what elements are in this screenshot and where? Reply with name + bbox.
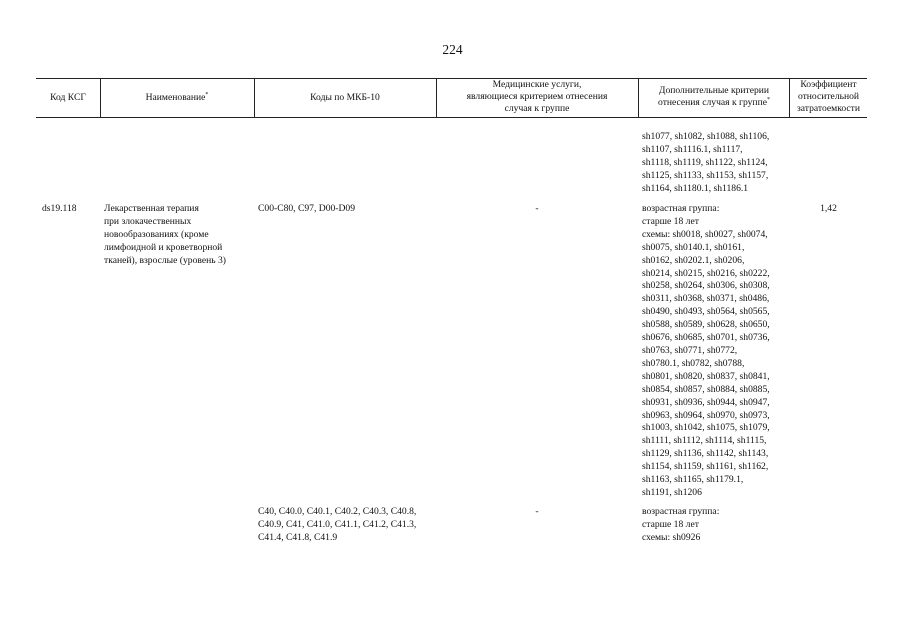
header-name-label: Наименование — [145, 92, 206, 103]
header-services — [466, 79, 608, 114]
row-0-extra-criteria: sh1077, sh1082, sh1088, sh1106, sh1107, sh1116.1, sh1117, sh1118, sh1119, sh1122, sh1124, sh1125, sh1133, sh1153, sh1157, sh1164, sh1180.1, sh1186.1 — [642, 131, 770, 194]
header-icd-codes — [254, 92, 436, 104]
header-extra-criteria-footnote-mark: * — [766, 96, 770, 103]
row-1-services: - — [535, 203, 539, 214]
row-1-coefficient: 1,42 — [820, 203, 837, 214]
row-2-icd-codes: C40, C40.0, C40.1, C40.2, C40.3, C40.8, C40.9, C41, C41.0, C41.1, C41.2, C41.3, C41.4, C41.8, C41.9 — [258, 506, 417, 543]
table-top-rule — [36, 78, 867, 79]
header-name-footnote-mark: * — [205, 91, 209, 98]
row-1-icd-codes: C00-C80, C97, D00-D09 — [258, 203, 356, 214]
header-name — [100, 92, 254, 104]
row-2-extra-criteria: возрастная группа: старше 18 лет схемы: sh0926 — [642, 506, 720, 543]
header-ksg-code — [36, 92, 100, 104]
header-extra-criteria-label: Дополнительные критерии отнесения случая к группе — [658, 85, 770, 108]
header-ksg-code-label: Код КСГ — [50, 92, 86, 103]
header-icd-codes-label: Коды по МКБ-10 — [310, 92, 380, 103]
page-number: 224 — [442, 42, 463, 57]
row-2-services: - — [535, 506, 539, 517]
row-1-name: Лекарственная терапия при злокачественных новообразованиях (кроме лимфоидной и кроветворной тканей), взрослые (уровень 3) — [104, 203, 227, 266]
header-services-label: Медицинские услуги, являющиеся критерием отнесения случая к группе — [466, 79, 608, 114]
table-header-bottom-rule — [36, 117, 867, 118]
header-coefficient — [790, 79, 867, 114]
header-coefficient-label: Коэффициент относительной затратоемкости — [796, 79, 861, 114]
header-divider — [638, 78, 639, 117]
header-extra-criteria — [644, 85, 784, 109]
header-divider — [436, 78, 437, 117]
row-1-extra-criteria: возрастная группа: старше 18 лет схемы: sh0018, sh0027, sh0074, sh0075, sh0140.1, sh0161, sh0162, sh0202.1, sh0206, sh0214, sh0215, sh0216, sh0222, sh0258, sh0264, sh0306, sh0308, sh0311, sh0368, sh0371, sh0486, sh0490, sh0493, sh0564, sh0565, sh0588, sh0589, sh0628, sh0650, sh0676, sh0685, sh0701, sh0736, sh0763, sh0771, sh0772, sh0780.1, sh0782, sh0788, sh0801, sh0820, sh0837, sh0841, sh0854, sh0857, sh0884, sh0885, sh0931, sh0936, sh0944, sh0947, sh0963, sh0964, sh0970, sh0973, sh1003, sh1042, sh1075, sh1079, sh1111, sh1112, sh1114, sh1115, sh1129, sh1136, sh1142, sh1143, sh1154, sh1159, sh1161, sh1162, sh1163, sh1165, sh1179.1, sh1191, sh1206 — [642, 203, 770, 498]
row-1-ksg-code: ds19.118 — [42, 203, 77, 214]
